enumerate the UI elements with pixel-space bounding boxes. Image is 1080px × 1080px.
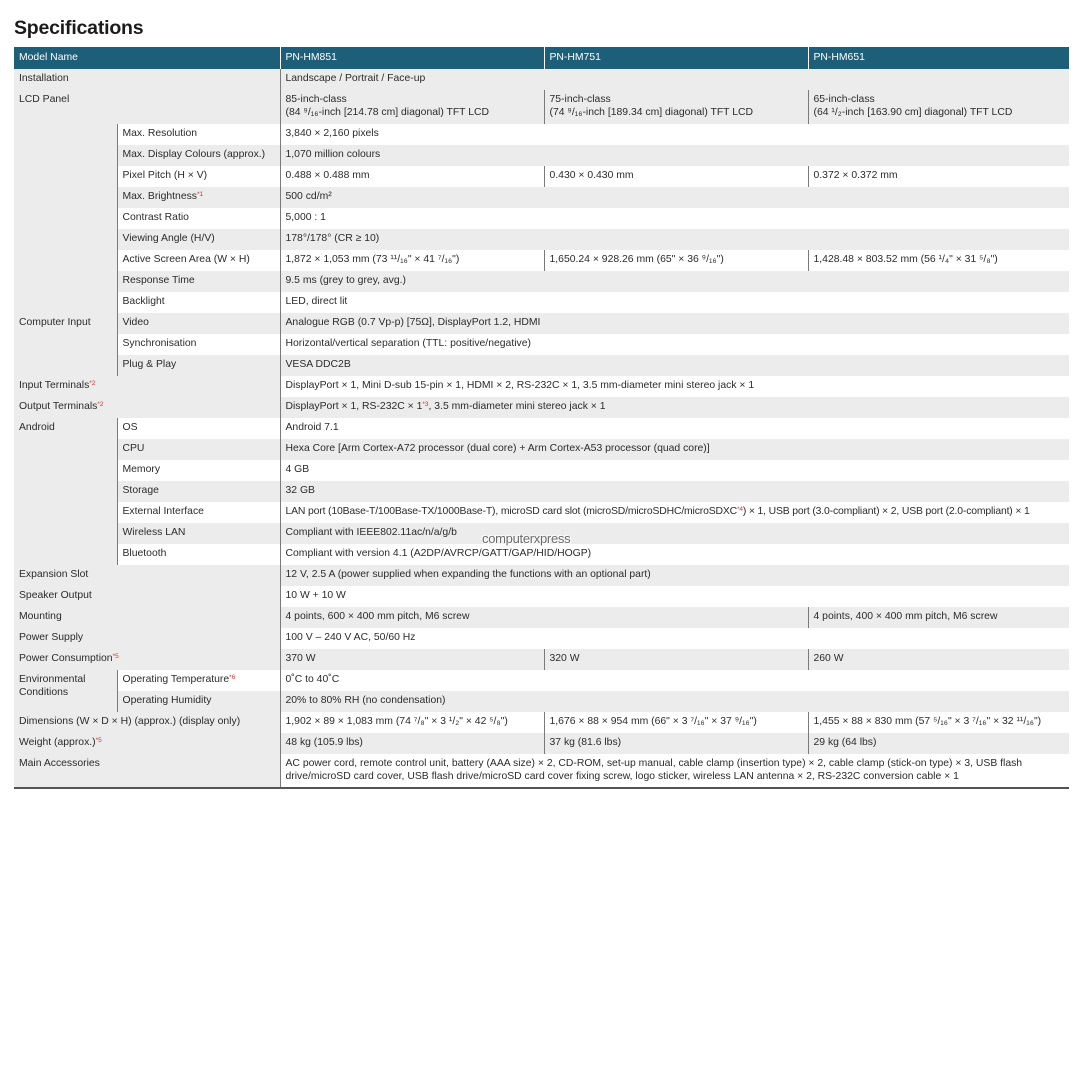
table-row [14,229,1069,250]
table-row [14,439,1069,460]
footnote-mark: *5 [95,737,102,744]
label-text: Weight (approx.) [19,737,96,748]
table-row [14,313,1069,334]
model-name-header: Model Name [14,47,280,69]
row-sublabel: Memory [117,460,280,481]
footnote-mark: *5 [112,653,119,660]
label-text: Max. Brightness [122,191,197,202]
table-row [14,565,1069,586]
table-row [14,90,1069,124]
row-value: DisplayPort × 1, Mini D-sub 15-pin × 1, HDMI × 2, RS-232C × 1, 3.5 mm-diameter mini stereo jack × 1 [280,376,1069,397]
row-value: 100 V – 240 V AC, 50/60 Hz [280,628,1069,649]
label-text: Output Terminals [19,401,98,412]
table-row [14,124,1069,145]
table-row [14,250,1069,271]
row-sublabel [117,670,280,691]
row-sublabel: External Interface [117,502,280,523]
row-value: 260 W [808,649,1069,670]
row-label: Speaker Output [14,586,280,607]
row-value: 1,650.24 × 928.26 mm (65" × 36 ⁹/₁₆") [544,250,808,271]
table-row [14,355,1069,376]
row-value: Horizontal/vertical separation (TTL: positive/negative) [280,334,1069,355]
label-line: Environmental [19,674,86,685]
row-label: Mounting [14,607,280,628]
row-sublabel: Max. Resolution [117,124,280,145]
table-row [14,418,1069,439]
model-2-diagonal: (74 ⁹/₁₆-inch [189.34 cm] diagonal) TFT LCD [549,106,753,118]
row-label: Dimensions (W × D × H) (approx.) (display only) [14,712,280,733]
row-label: LCD Panel [14,90,280,124]
footnote-mark: *1 [197,191,204,198]
row-sublabel: Max. Display Colours (approx.) [117,145,280,166]
value-text: LAN port (10Base-T/100Base-TX/1000Base-T), microSD card slot (microSD/microSDHC/microSDXC [285,506,737,517]
row-sublabel: Response Time [117,271,280,292]
row-sublabel: Backlight [117,292,280,313]
row-sublabel: Active Screen Area (W × H) [117,250,280,271]
row-value: 500 cd/m² [280,187,1069,208]
row-value: Analogue RGB (0.7 Vp-p) [75Ω], DisplayPort 1.2, HDMI [280,313,1069,334]
watermark-text: computerxpress [482,531,571,546]
row-label: Installation [14,69,280,90]
row-value: Hexa Core [Arm Cortex-A72 processor (dual core) + Arm Cortex-A53 processor (quad core)] [280,439,1069,460]
row-label: Expansion Slot [14,565,280,586]
model-3-diagonal: (64 ¹/₂-inch [163.90 cm] diagonal) TFT LCD [813,106,1013,118]
table-row [14,166,1069,187]
label-text: Operating Temperature [122,674,230,685]
row-sublabel [117,187,280,208]
table-row [14,502,1069,523]
model-1-class: 85-inch-class [285,94,347,105]
row-value: 3,840 × 2,160 pixels [280,124,1069,145]
row-sublabel: Contrast Ratio [117,208,280,229]
row-value: 37 kg (81.6 lbs) [544,733,808,754]
footnote-mark: *2 [89,380,96,387]
row-sublabel: Viewing Angle (H/V) [117,229,280,250]
table-row [14,145,1069,166]
footnote-mark: *4 [736,506,743,513]
table-row [14,69,1069,90]
row-value: 4 points, 600 × 400 mm pitch, M6 screw [280,607,808,628]
row-value: Landscape / Portrait / Face-up [280,69,1069,90]
row-value: 9.5 ms (grey to grey, avg.) [280,271,1069,292]
row-label [14,649,280,670]
row-value: 1,676 × 88 × 954 mm (66" × 3 ⁷/₁₆" × 37 ⁹/₁₆") [544,712,808,733]
row-sublabel: Video [117,313,280,334]
table-row [14,691,1069,712]
table-row [14,376,1069,397]
row-sublabel: Storage [117,481,280,502]
row-value: AC power cord, remote control unit, battery (AAA size) × 2, CD-ROM, set-up manual, cable clamp (insertion type) × 2, cable clamp (stick-on type) × 3, USB flash drive/microSD card cover, USB flash drive/microSD card cover fixing screw, logo sticker, wireless LAN antenna × 2, RS-232C conversion cable × 1 [280,754,1069,788]
row-value [280,90,544,124]
table-row [14,397,1069,418]
row-value: 0˚C to 40˚C [280,670,1069,691]
row-label: Android [14,418,117,565]
row-value: 370 W [280,649,544,670]
label-line: Conditions [19,686,69,698]
row-value: 1,428.48 × 803.52 mm (56 ¹/₄" × 31 ⁵/₈") [808,250,1069,271]
row-value: 10 W + 10 W [280,586,1069,607]
row-value: 320 W [544,649,808,670]
table-row [14,628,1069,649]
row-value: 0.430 × 0.430 mm [544,166,808,187]
row-value [280,502,1069,523]
row-value [280,397,1069,418]
table-row [14,460,1069,481]
label-text: Input Terminals [19,380,90,391]
row-sublabel: Plug & Play [117,355,280,376]
table-row [14,187,1069,208]
model-header-2: PN-HM751 [544,47,808,69]
model-1-diagonal: (84 ⁹/₁₆-inch [214.78 cm] diagonal) TFT LCD [285,106,489,118]
row-label: Main Accessories [14,754,280,788]
row-label [14,733,280,754]
row-value [544,90,808,124]
row-value: Android 7.1 [280,418,1069,439]
table-row [14,544,1069,565]
row-value: 20% to 80% RH (no condensation) [280,691,1069,712]
row-label [14,376,280,397]
row-value: 1,872 × 1,053 mm (73 ¹¹/₁₆" × 41 ⁷/₁₆") [280,250,544,271]
table-row [14,607,1069,628]
row-value: 5,000 : 1 [280,208,1069,229]
row-value: 12 V, 2.5 A (power supplied when expanding the functions with an optional part) [280,565,1069,586]
row-sublabel: Synchronisation [117,334,280,355]
row-value: 1,902 × 89 × 1,083 mm (74 ⁷/₈" × 3 ¹/₂" × 42 ⁵/₈") [280,712,544,733]
footnote-mark: *2 [97,401,104,408]
row-value: 32 GB [280,481,1069,502]
row-value: 4 GB [280,460,1069,481]
row-sublabel: Bluetooth [117,544,280,565]
row-value: LED, direct lit [280,292,1069,313]
model-header-1: PN-HM851 [280,47,544,69]
row-sublabel: CPU [117,439,280,460]
table-row [14,586,1069,607]
row-value: 1,070 million colours [280,145,1069,166]
row-label [14,397,280,418]
table-row [14,481,1069,502]
model-2-class: 75-inch-class [549,94,611,105]
row-value: VESA DDC2B [280,355,1069,376]
row-label [14,670,117,712]
value-text: DisplayPort × 1, RS-232C × 1 [285,401,423,412]
footnote-mark: *3 [422,401,429,408]
row-sublabel: OS [117,418,280,439]
specifications-table [14,47,1069,789]
model-3-class: 65-inch-class [813,94,875,105]
row-label: Computer Input [14,313,117,376]
table-row [14,754,1069,788]
row-value: Compliant with IEEE802.11ac/n/a/g/b [280,523,1069,544]
value-text: , 3.5 mm-diameter mini stereo jack × 1 [428,401,606,412]
row-sublabel: Pixel Pitch (H × V) [117,166,280,187]
table-row [14,670,1069,691]
table-row [14,292,1069,313]
row-value: 0.372 × 0.372 mm [808,166,1069,187]
row-value: 29 kg (64 lbs) [808,733,1069,754]
row-value: 1,455 × 88 × 830 mm (57 ⁵/₁₆" × 3 ⁷/₁₆" × 32 ¹¹/₁₆") [808,712,1069,733]
model-header-3: PN-HM651 [808,47,1069,69]
page-title: Specifications [14,17,144,39]
table-row [14,733,1069,754]
table-row [14,334,1069,355]
row-value: 0.488 × 0.488 mm [280,166,544,187]
row-value: 178°/178° (CR ≥ 10) [280,229,1069,250]
table-row [14,649,1069,670]
value-text: ) × 1, USB port (3.0-compliant) × 2, USB port (2.0-compliant) × 1 [742,506,1030,517]
table-row [14,208,1069,229]
table-row [14,271,1069,292]
row-label: Power Supply [14,628,280,649]
row-value: 48 kg (105.9 lbs) [280,733,544,754]
label-text: Power Consumption [19,653,113,664]
table-row [14,712,1069,733]
row-value [808,90,1069,124]
row-sublabel: Operating Humidity [117,691,280,712]
row-value: Compliant with version 4.1 (A2DP/AVRCP/GATT/GAP/HID/HOGP) [280,544,1069,565]
row-value: 4 points, 400 × 400 mm pitch, M6 screw [808,607,1069,628]
table-header-row [14,47,1069,69]
footnote-mark: *6 [229,674,236,681]
row-sublabel: Wireless LAN [117,523,280,544]
